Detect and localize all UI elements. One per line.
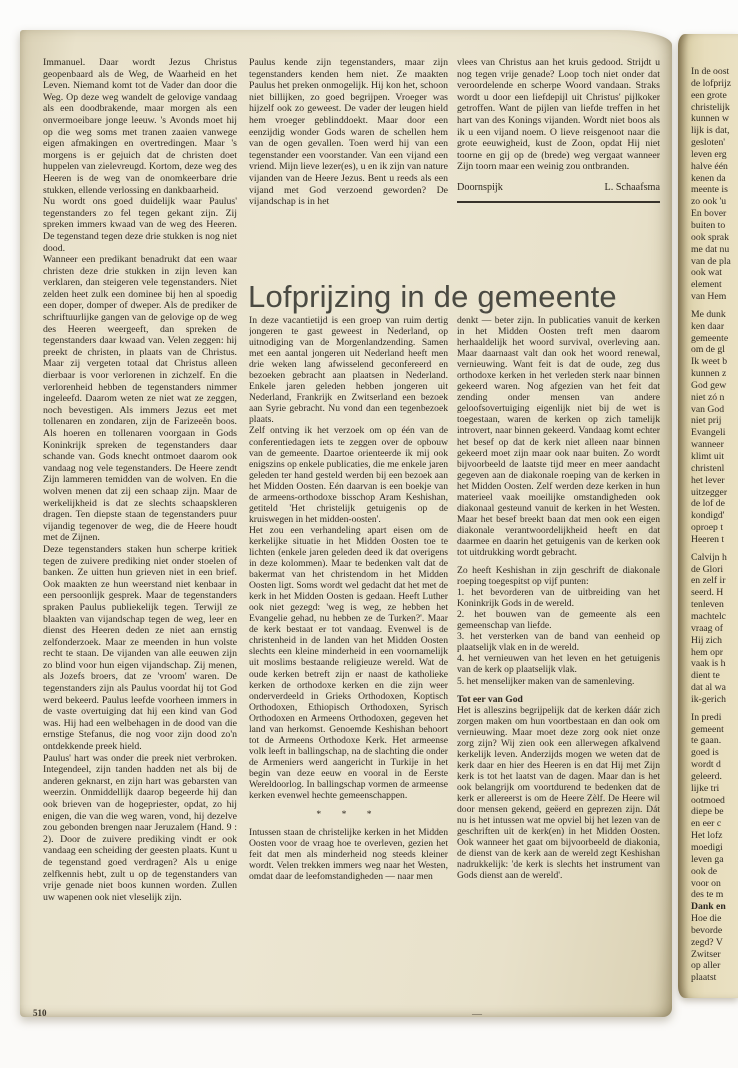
right-page-line: En bover <box>691 208 727 220</box>
right-page-line: van Hem <box>691 291 727 303</box>
article1-column2 <box>249 57 448 253</box>
right-page-line: te gaan. <box>691 735 722 747</box>
article2-points-list <box>457 587 660 686</box>
right-page-line: Calvijn h <box>691 551 727 563</box>
right-page-line: Zwitser <box>691 948 721 960</box>
right-page-line: zegd? V <box>691 936 723 948</box>
right-page-line: leven ga <box>691 853 724 865</box>
article2-columnA <box>249 315 448 993</box>
right-page-line: vaak is h <box>691 658 726 670</box>
article2-paragraph: In deze vacantietijd is een groep van ruim dertig jongeren te gast geweest in Nederland, op uitnodiging van de Morgenlandzending. Samen met een aantal jongeren uit Nederland heeft men drie weken lang afwisselend geconfereerd en bezoeken gebracht aan plaatsen in Nederland. Enkele jaren geleden hebben jongeren uit Nederland, Frankrijk en Zwitserland een bezoek aan Syrie gebracht. Nu vond dan een tegenbezoek plaats. <box>249 315 448 426</box>
article1-paragraph: Paulus' hart was onder die preek niet verbroken. Integendeel, zijn tanden hadden net als bij de anderen geknarst, en zijn hart was gebarsten van weerzin. Onmiddellijk daarop begeerde hij dan ook brieven van de hogepriester, opdat, zo hij enigen, die van die weg waren, vond, hij dezelve zou gebonden brengen naar Jeruzalem (Hand. 9 : 2). Door de zuivere prediking vindt er ook vandaag een scheiding der geesten plaats. Kunt u de tegenstand goed verdragen? Als u enige zelfkennis hebt, zult u op de tegenstanders van vrije genade niet boos kunnen worden. Zullen uw wapenen ook niet vleselijk zijn. <box>43 752 237 903</box>
right-page-line: element <box>691 279 722 291</box>
right-page-line: dat al wa <box>691 682 726 694</box>
right-page-line: In predi <box>691 711 722 723</box>
magazine-page-right-edge <box>678 34 738 998</box>
right-page-line: ik-gerich <box>691 693 726 705</box>
right-page-line: gemeente <box>691 332 729 344</box>
right-page-line: lijk is dat, <box>691 125 730 137</box>
right-page-line: en zelf ir <box>691 575 726 587</box>
right-page-line: machtelc <box>691 610 726 622</box>
article2-point: 1. het bevorderen van de uitbreiding van het Koninkrijk Gods in de wereld. <box>457 587 660 610</box>
right-page-line: God gew <box>691 379 727 391</box>
right-page-line: meente is <box>691 184 728 196</box>
right-page-line: dient te <box>691 670 720 682</box>
article2-paragraph: Het zou een verhandeling apart eisen om de kerkelijke situatie in het Midden Oosten toe te lichten (enkele jaren geleden deed ik dat overigens in deze kolommen). Maar te bedenken valt dat de bakermat van het christendom in het Midden Oosten ligt. Soms wordt wel gedacht dat het met de kerk in het Midden Oosten is gedaan. Heeft Luther ook niet gezegd: 'weg is weg, ze hebben het Evangelie gehad, nu hebben ze de Turken?'. Maar de kerk bestaat er tot vandaag. Evenwel is de christenheid in de landen van het Midden Oosten slechts een kleine minderheid in een voornamelijk uit moslims bestaande religieuze wereld. Wat de oude kerken betreft zijn er naast de katholieke kerken de orthodoxe kerken en die zijn weer onderverdeeld in Grieks Orthodoxen, Koptisch Orthodoxen, Ethiopisch Orthodoxen, Syrisch Orthodoxen en Armeens Orthodoxen, gegeven het land van herkomst. Genoemde Keshishan behoort tot de Armeens Orthodoxe Kerk. Het armeense volk leeft in ballingschap, na de slachting die onder de Armeniers werd aangericht in Turkije in het begin van deze eeuw en vooral in de Eerste Wereldoorlog. In ballingschap vormen de armeense kerken evenwel hechte gemeenschappen. <box>249 524 448 802</box>
right-page-line: In de oost <box>691 66 730 77</box>
right-page-line: kondigd' <box>691 510 725 522</box>
right-page-line: oproep t <box>691 522 724 534</box>
right-page-line: christelijk <box>691 101 730 113</box>
right-page-line: van de pla <box>691 255 731 267</box>
right-page-line: diepe be <box>691 806 724 818</box>
right-page-subheading: Dank en <box>691 901 726 913</box>
right-page-line: Hoe die <box>691 913 722 925</box>
right-page-line: hem opr <box>691 646 724 658</box>
right-page-line: op aller <box>691 960 721 972</box>
right-page-block <box>691 913 738 984</box>
asterisk-separator: * * * <box>316 809 381 821</box>
magazine-page-left <box>20 30 672 1020</box>
right-page-line: om de gl <box>691 344 725 356</box>
article1-paragraph: Immanuel. Daar wordt Jezus Christus geopenbaard als de Weg, de Waarheid en het Leven. Niemand komt tot de Vader dan door die Weg. Op deze weg wandelt de gelovige vandaag als een doodbrakende, maar morgen als een onvermoeibare jonge leeuw. 's Avonds moet hij op die weg soms met tranen zaaien vanwege eigen afmakingen en overtredingen. Maar 's morgens is er gejuich dat de christen doet huppelen van zielevreugd. Kortom, deze weg des Heeren is de weg van de onomkeerbare drie stukken, ellende verlossing en dankbaarheid. <box>43 57 237 196</box>
right-page-line: halve één <box>691 160 728 172</box>
right-page-line: niet zó n <box>691 391 725 403</box>
signature-place: Doornspijk <box>457 181 503 193</box>
right-page-line: Hij zich <box>691 634 722 646</box>
right-page-line: ken daar <box>691 320 725 332</box>
article-divider-rule <box>457 201 660 203</box>
right-page-line: Evangeli <box>691 427 726 439</box>
right-page-clipped-column <box>691 66 738 984</box>
article2-subheading: Tot eer van God <box>457 693 523 705</box>
right-page-line: ook sprak <box>691 231 729 243</box>
article1-paragraph: Nu wordt ons goed duidelijk waar Paulus' tegenstanders zo fel tegen gekant zijn. Zij spreken immers kwaad van de weg des Heeren. De tegenstand tegen deze drie stukken is nog niet dood. <box>43 196 237 254</box>
right-page-line: de lof de <box>691 498 725 510</box>
right-page-line: de lofprijz <box>691 77 732 89</box>
right-page-line: leven erg <box>691 148 727 160</box>
right-page-line: klimt uit <box>691 451 725 462</box>
right-page-line: gesloten' <box>691 137 726 149</box>
right-page-line: lijke tri <box>691 782 720 794</box>
right-page-block <box>691 552 738 706</box>
article2-columnA-paragraphs <box>249 315 448 801</box>
article1-signature <box>457 182 660 194</box>
right-page-block <box>691 309 738 546</box>
right-page-line: Ik weet b <box>691 356 728 368</box>
article2-paragraph: Het is alleszins begrijpelijk dat de kerken dáár zich zorgen maken om hun voortbestaan en dan ook om vernieuwing. Maar moet deze zorg ook niet onze zorg zijn? Wij zien ook een allerwegen afkalvend kerkelijk leven. Anderzijds mogen we weten dat de kerk daar en hier des Heeren is en dat Hij met Zijn kerk is tot het laatst van de dagen. Maar dan is het ook belangrijk om voortdurend te bedenken dat de kerk er allereerst is om de Heere Zèlf. De Heere wil door mensen gekend, geëerd en geprezen zijn. Dát nu is het intussen wat me opviel bij het lezen van de geschriften uit de kerk(en) in het Midden Oosten. Ook wanneer het gaat om bijvoorbeeld de diakonia, de dienst van de kerk aan de wereld zegt Keshishan nadrukkelijk: 'de kerk is slechts het instrument van Gods dienst aan de wereld'. <box>457 704 660 882</box>
page-number: 510 <box>33 1008 47 1018</box>
right-page-line: Me dunk <box>691 308 726 320</box>
right-page-line: ook de <box>691 865 718 877</box>
signature-author: L. Schaafsma <box>604 181 660 193</box>
right-page-line: kunnen w <box>691 113 729 125</box>
article1-paragraph: vlees van Christus aan het kruis gedood. Strijdt u nog tegen vrije genade? Loop toch niet onder dat veroordelende en scherpe Woord vandaan. Straks wordt u door een liefdepijl uit Christus' pijlkoker getroffen. Want de pijlen van liefde treffen in het hart van des Konings vijanden. Wordt niet boos als ik u een vijand noem. O lieve reisgenoot naar die grote eeuwigheid, kust de Zoon, opdat Hij niet toorne en gij op de (brede) weg vergaat wanneer Zijn toorn maar een weinig zou ontbranden. <box>457 57 660 173</box>
right-page-line: christenl <box>691 462 725 474</box>
article2-point: 2. het bouwen van de gemeente als een gemeenschap van liefde. <box>457 609 660 632</box>
right-page-line: kunnen z <box>691 368 727 380</box>
article2-points-intro: Zo heeft Keshishan in zijn geschrift de diakonale roeping toegespitst op vijf punten: <box>457 565 660 588</box>
right-page-line: gemeent <box>691 723 724 735</box>
article2-paragraph: Intussen staan de christelijke kerken in het Midden Oosten voor de vraag hoe te overleven, gezien het feit dat men als minderheid nog steeds kleiner wordt. Velen trekken immers weg naar het Westen, omdat daar de leefomstandigheden — naar men <box>249 827 448 883</box>
right-page-line: voor on <box>691 877 721 889</box>
right-page-line: en eer c <box>691 818 722 830</box>
right-page-line: niet prij <box>691 415 722 427</box>
right-page-line: plaatst <box>691 972 717 984</box>
right-page-line: geleerd. <box>691 770 722 782</box>
right-page-line: Heeren t <box>691 533 725 545</box>
footer-dash-mark: — <box>472 1009 482 1020</box>
right-page-line: buiten to <box>691 219 726 231</box>
right-page-line: goed is <box>691 747 719 759</box>
right-page-line: seerd. H <box>691 587 724 599</box>
right-page-line: ootmoed <box>691 794 725 806</box>
right-page-line: van God <box>691 403 725 415</box>
right-page-block <box>691 712 738 902</box>
article2-columnB <box>457 315 660 991</box>
article1-paragraph: Paulus kende zijn tegenstanders, maar zijn tegenstanders kenden hem niet. Ze maakten Paulus het preken onmogelijk. Hij kon het, schoon niet billijken, zo goed begrijpen. Vroeger was hijzelf ook zo geweest. De vader der leugen hield hem vroeger geblinddoekt. Maar door een eenzijdig wonder Gods waren de schellen hem van de ogen gevallen. Toen werd hij van een tegenstander een voorstander. Van een vijand een vriend. Mijn lieve lezer(es), u en ik zijn van nature vijanden van de Heere Jezus. Bent u reeds als een vijand met God verzoend geworden? De vijandschap is in het <box>249 57 448 208</box>
right-page-line: moedigi <box>691 842 723 853</box>
article2-title: Lofprijzing in de gemeente <box>248 279 617 314</box>
right-page-line: vraag of <box>691 622 724 634</box>
right-page-line: ook wat <box>691 267 722 279</box>
right-page-line: des te m <box>691 889 724 901</box>
right-page-line: me dat nu <box>691 243 730 255</box>
right-page-line: de Glori <box>691 563 724 575</box>
article1-column1 <box>43 57 237 993</box>
article2-paragraph: Zelf ontving ik het verzoek om op één van de conferentiedagen iets te zeggen over de opbouw van de gemeente. Daartoe orienteerde ik mij ook enigszins op enkele publicaties, die me enkele jaren geleden ter hand gesteld werden bij een bezoek aan het Midden Oosten. Eén daarvan is een boekje van de armeens-orthodoxe bisschop Aram Keshishan, getiteld 'Het christelijk getuigenis op de kruiswegen in het midden-oosten'. <box>249 425 448 525</box>
article1-paragraph: Deze tegenstanders staken hun scherpe kritiek tegen de zuivere prediking niet onder stoelen of banken. Ze uitten hun grieven niet in een brief. Ook maakten ze hun weerstand niet kenbaar in een persoonlijk gesprek. Maar de tegenstanders spraken Paulus publiekelijk tegen. Terwijl ze blaakten van vijandschap tegen de weg, leer en dienst des Heeren deden ze niet aan ernstig zelfonderzoek. Maar ze meenden in hun volste recht te staan. De vijanden van alle eeuwen zijn zo blind voor hun eigen vijandschap. Zij menen, als Jozefs broers, dat ze 'vroom' waren. De tegenstanders zijn als Paulus voordat hij tot God werd bekeerd. Paulus leefde voorheen immers in de vaste overtuiging dat hij een kind van God was. Hij had een welbehagen in de dood van die ernstige Stefanus, die nog voor zijn dood zo'n ontdekkende preek hield. <box>43 543 237 753</box>
article2-point: 3. het versterken van de band van eenheid op plaatselijk vlak en in de wereld. <box>457 631 660 654</box>
right-page-line: het lever <box>691 474 725 486</box>
right-page-line: tenleven <box>691 599 724 611</box>
article1-paragraph: Wanneer een predikant benadrukt dat een waar christen deze drie stukken in zijn leven kan verklaren, dan steigeren vele tegenstanders. Niet zelden heet zulk een dominee bij hen al spoedig een doper, domper of dweper. Als de prediker de schriftuurlijke gangen van de gelovige op de weg des Heeren weergeeft, dan spreken de tegenstanders daar kwaad van. Velen zeggen: hij preekt de christen, in plaats van de Christus. Maar zij vergeten totaal dat Christus alleen dierbaar is voor verlorenen in zichzelf. En die verlorenheid hebben de tegenstanders nimmer ingeleefd. Daarom weten ze niet wat ze zeggen, noch bevestigen. Als immers Jezus eet met tollenaren en zondaren, zijn de Farizeeën boos. Als hoeren en tollenaren voorgaan in Gods Koninkrijk spreken de tegenstanders daar schande van. Gods knecht ontmoet daarom ook vandaag nog vele tegenstanders. De Heere zendt Zijn lammeren temidden van de wolven. En die wolven menen dat zij een schaap zijn. Maar de werkelijkheid is dat ze slechts schaapskleren dragen. Ten diepste staan de tegenstanders puur vijandig tegenover de weg, die de Heere houdt met de Zijnen. <box>43 254 237 544</box>
right-page-line: een grote <box>691 89 727 101</box>
right-page-line: zo ook 'u <box>691 196 727 208</box>
right-page-line: wanneer <box>691 439 724 451</box>
article2-point: 5. het menselijker maken van de samenleving. <box>457 675 635 687</box>
right-page-line: uitzegger <box>691 486 728 498</box>
right-page-line: wordt d <box>691 759 721 771</box>
article2-paragraph: denkt — beter zijn. In publicaties vanuit de kerken in het Midden Oosten treft men daarom herhaaldelijk het woord survival, overleving aan. Maar daarnaast valt dan ook het woord renewal, vernieuwing. Want feit is dat de oude, zeg dus orthodoxe kerken in het verleden sterk naar binnen gekeerd waren. Nog afgezien van het feit dat zending onder mensen van andere geloofsovertuiging eigenlijk niet bij de wet is toegestaan, waren de kerken op zich tamelijk introvert, naar binnen gekeerd. Vandaag komt echter het besef op dat de kerk niet alleen naar binnen gekeerd moet zijn maar ook naar buiten. Zo wordt bijvoorbeeld de laatste tijd meer en meer aandacht gegeven aan de diakonale roeping van de kerken in het Midden Oosten. Zelf werden deze kerken in hun materieel vaak moeilijke omstandigheden ook diakonaal gesteund vanuit de kerken in het Westen. Maar het besef breekt baan dat men ook een eigen diakonale verantwoordelijkheid heeft en dat daarmee en daarin het getuigenis van de kerken ook tot uitdrukking wordt gebracht. <box>457 315 660 558</box>
article1-column3 <box>457 57 660 203</box>
right-page-line: bevorde <box>691 924 723 936</box>
right-page-line: Het lofz <box>691 830 723 842</box>
right-page-block <box>691 66 738 303</box>
right-page-line: kenen da <box>691 172 726 184</box>
article2-point: 4. het vernieuwen van het leven en het getuigenis van de kerk op plaatselijk vlak. <box>457 653 660 676</box>
